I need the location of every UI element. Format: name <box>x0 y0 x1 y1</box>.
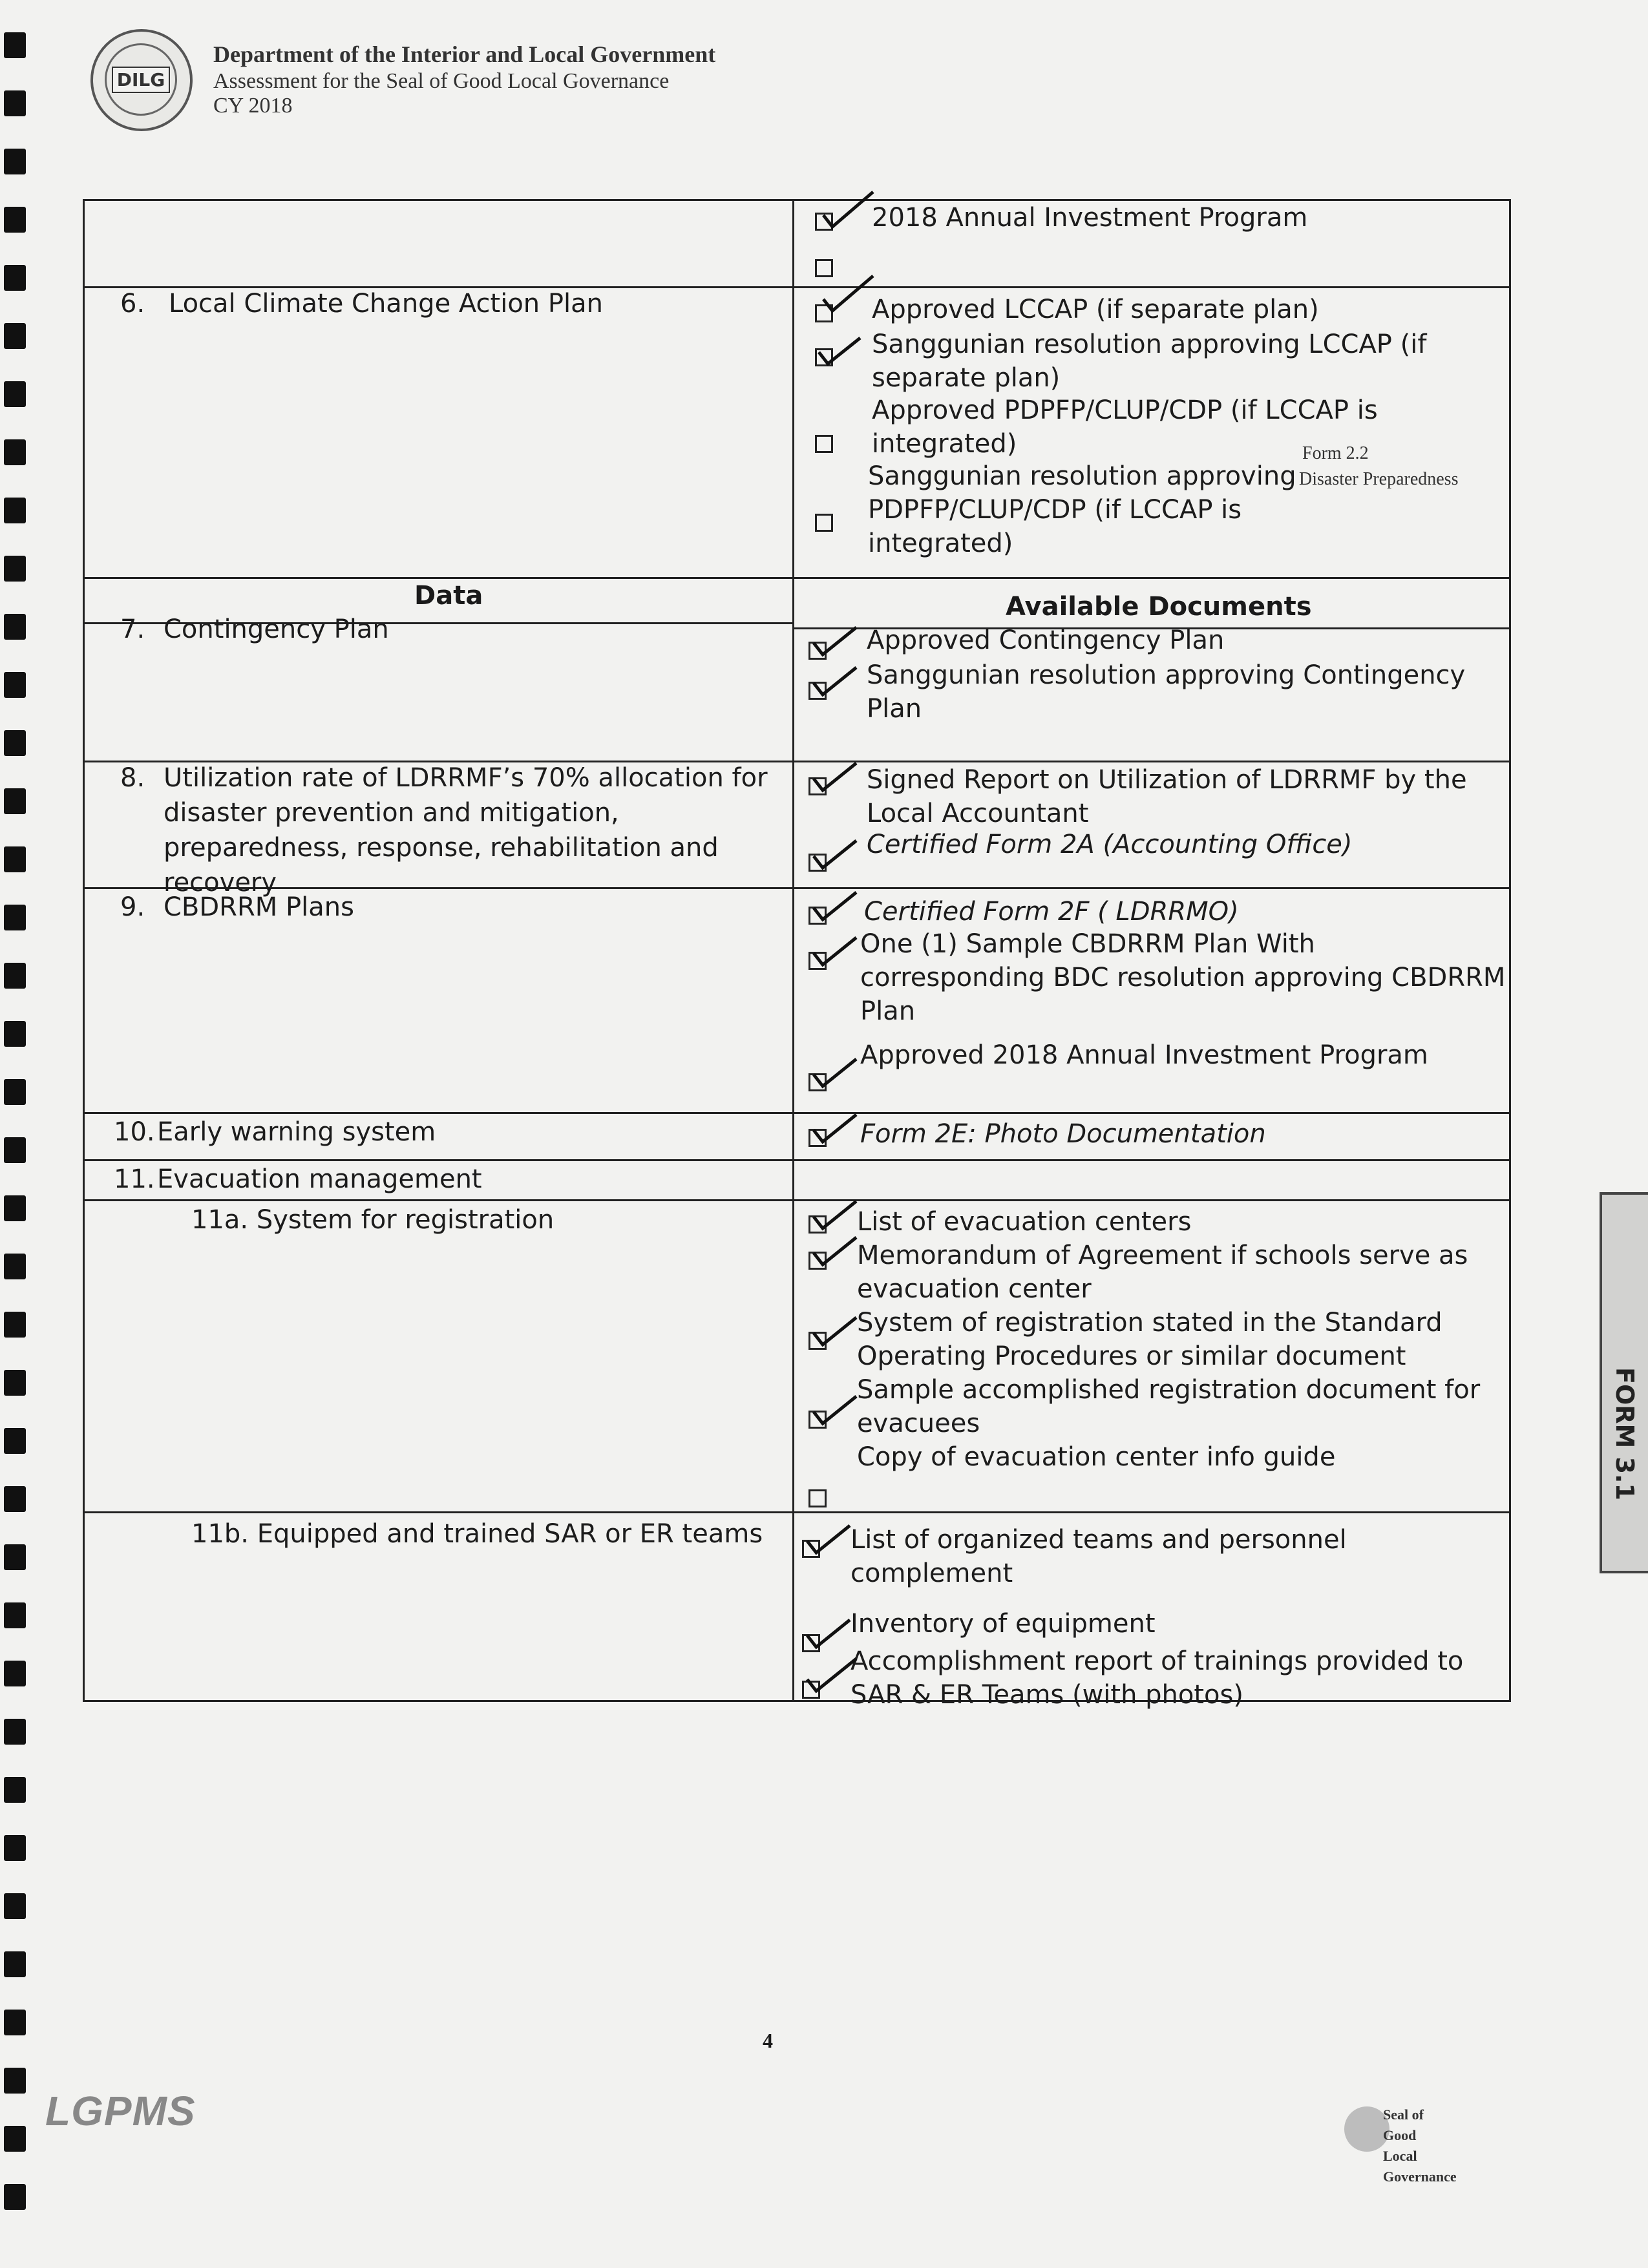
handwritten-check-icon <box>810 618 868 664</box>
document-item: Copy of evacuation center info guide <box>857 1442 1336 1472</box>
document-item: Certified Form 2F ( LDRRMO) <box>864 897 1239 927</box>
handwritten-check-icon <box>810 929 868 974</box>
handwritten-check-icon <box>810 1106 868 1151</box>
column-header-documents: Available Documents <box>1006 592 1312 622</box>
handwritten-check-icon <box>818 189 876 235</box>
document-item: Approved 2018 Annual Investment Program <box>860 1040 1428 1070</box>
seal-label: DILG <box>112 67 170 93</box>
document-item: System of registration stated in the Standard Operating Procedures or similar document <box>857 1308 1442 1371</box>
handwritten-check-icon <box>815 328 873 373</box>
row-label-contingency: Contingency Plan <box>164 614 389 644</box>
lgpms-logo: LGPMS <box>45 2088 196 2134</box>
page-number: 4 <box>763 2029 773 2052</box>
row-label-registration: 11a. System for registration <box>191 1205 555 1235</box>
document-item: Accomplishment report of trainings provided to SAR & ER Teams (with photos) <box>850 1646 1464 1710</box>
document-header <box>90 29 866 132</box>
document-item: Sample accomplished registration document for evacuees <box>857 1375 1481 1438</box>
handwritten-check-icon <box>803 1611 861 1656</box>
handwritten-check-icon <box>810 658 868 704</box>
document-item: One (1) Sample CBDRRM Plan With corresponding BDC resolution approving CBDRRM Plan <box>860 929 1506 1026</box>
row-label-cbdrrm: CBDRRM Plans <box>164 892 354 922</box>
handwritten-check-icon <box>810 883 868 929</box>
handwritten-check-icon <box>810 754 868 799</box>
row-number: 10. <box>114 1117 155 1147</box>
handwritten-check-icon <box>818 273 876 319</box>
document-item: Certified Form 2A (Accounting Office) <box>867 830 1353 859</box>
seal-of-good-local-governance-logo: Seal of Good Local Governance <box>1344 2087 1499 2210</box>
document-item: Sanggunian resolution approving Contingency Plan <box>867 660 1466 724</box>
row-number: 11. <box>114 1164 155 1194</box>
row-label-lccap: Local Climate Change Action Plan <box>169 289 603 319</box>
department-name: Department of the Interior and Local Government <box>213 41 716 67</box>
document-item: Memorandum of Agreement if schools serve as evacuation center <box>857 1241 1468 1304</box>
row-number: 8. <box>120 763 145 793</box>
form-stamp-title: Disaster Preparedness <box>1299 469 1459 489</box>
documents-checklist-table <box>83 199 1511 1710</box>
row-label-ldrrmf: Utilization rate of LDRRMF’s 70% allocation for disaster prevention and mitigation, preparedness, response, rehabilitation and recovery <box>164 763 768 898</box>
document-item: Approved PDPFP/CLUP/CDP (if LCCAP is integrated) <box>872 395 1378 459</box>
spiral-binding <box>0 0 39 2268</box>
handwritten-check-icon <box>810 1308 868 1354</box>
column-header-data: Data <box>414 581 483 611</box>
form-stamp: Form 2.2 <box>1302 443 1369 463</box>
checkbox[interactable] <box>815 435 833 453</box>
row-label-sar-teams: 11b. Equipped and trained SAR or ER teams <box>191 1519 763 1549</box>
document-item: Sanggunian resolution approving PDPFP/CLUP/CDP (if LCCAP is integrated) <box>868 461 1296 558</box>
assessment-title: Assessment for the Seal of Good Local Governance <box>213 69 670 93</box>
document-item: Approved LCCAP (if separate plan) <box>872 295 1319 324</box>
handwritten-check-icon <box>810 832 868 877</box>
checkbox[interactable] <box>815 514 833 532</box>
form-tab-label <box>1611 1367 1639 1414</box>
document-item: List of evacuation centers <box>857 1207 1192 1237</box>
row-number: 6. <box>120 289 145 319</box>
handwritten-check-icon <box>810 1387 868 1433</box>
calendar-year: CY 2018 <box>213 94 293 118</box>
document-item: Approved Contingency Plan <box>867 625 1225 655</box>
row-label-evacuation: Evacuation management <box>157 1164 482 1194</box>
handwritten-check-icon <box>810 1050 868 1095</box>
document-item: Inventory of equipment <box>850 1609 1156 1639</box>
document-item: Sanggunian resolution approving LCCAP (if separate plan) <box>872 330 1427 393</box>
handwritten-check-icon <box>803 1655 861 1700</box>
document-item: 2018 Annual Investment Program <box>872 203 1308 233</box>
row-label-early-warning: Early warning system <box>157 1117 436 1147</box>
handwritten-check-icon <box>803 1517 861 1562</box>
document-item: List of organized teams and personnel complement <box>850 1525 1347 1588</box>
row-number: 9. <box>120 892 145 922</box>
row-number: 7. <box>120 614 145 644</box>
handwritten-check-icon <box>810 1228 868 1274</box>
dilg-seal-logo <box>90 29 193 131</box>
document-item: Signed Report on Utilization of LDRRMF by the Local Accountant <box>867 765 1467 828</box>
document-item: Form 2E: Photo Documentation <box>860 1119 1266 1149</box>
checkbox[interactable] <box>808 1489 827 1507</box>
